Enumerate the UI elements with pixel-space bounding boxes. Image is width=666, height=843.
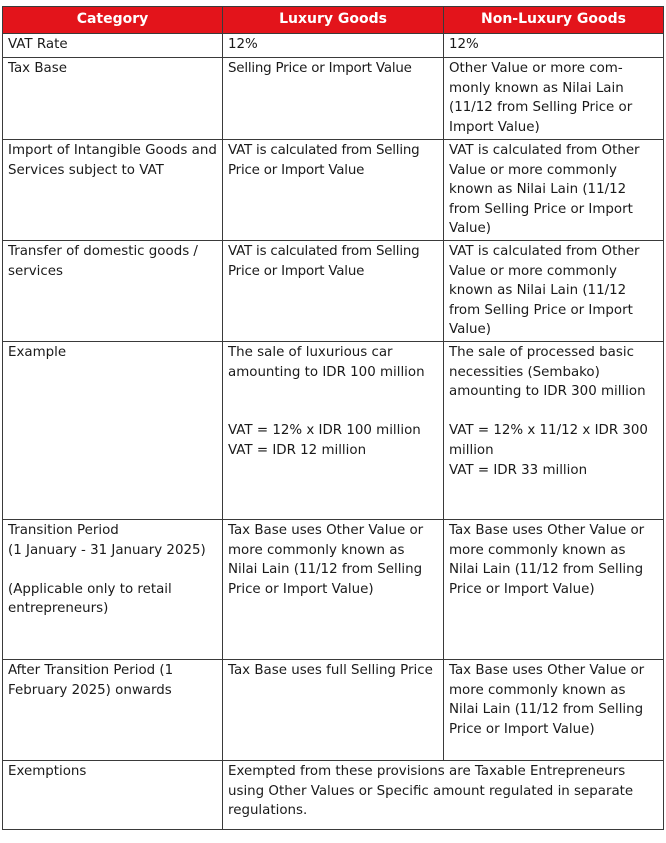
table-row — [3, 761, 664, 830]
non-luxury-example-calc-2: VAT = IDR 33 million — [449, 462, 588, 478]
cell-luxury-transfer-domestic: VAT is calculated from Selling Price or Import Value — [223, 241, 444, 342]
transition-label-dates: (1 January - 31 January 2025) — [8, 542, 206, 558]
header-row — [3, 7, 664, 34]
cell-luxury-import-intangible: VAT is calculated from Selling Price or Import Value — [223, 140, 444, 241]
table-row — [3, 520, 664, 660]
cell-luxury-tax-base: Selling Price or Import Value — [223, 58, 444, 140]
table-row — [3, 34, 664, 58]
cell-non-luxury-transfer-domestic: VAT is calculated from Other Value or more commonly known as Nilai Lain (11/12 from Selling Price or Import Value) — [444, 241, 664, 342]
row-label-after-transition: After Transition Period (1 February 2025) onwards — [3, 660, 223, 761]
cell-luxury-after-transition: Tax Base uses full Selling Price — [223, 660, 444, 761]
cell-exemptions: Exempted from these provisions are Taxable Entrepreneurs using Other Values or Specific amount regulated in separate regulations. — [223, 761, 664, 830]
cell-luxury-example — [223, 342, 444, 520]
cell-non-luxury-example — [444, 342, 664, 520]
header-luxury-goods: Luxury Goods — [223, 7, 444, 34]
table-row — [3, 660, 664, 761]
table-row — [3, 140, 664, 241]
row-label-exemptions: Exemptions — [3, 761, 223, 830]
cell-non-luxury-tax-base: Other Value or more commonly known as Nilai Lain (11/12 from Selling Price or Import Value) — [444, 58, 664, 140]
table-row — [3, 58, 664, 140]
row-label-transfer-domestic: Transfer of domestic goods / services — [3, 241, 223, 342]
luxury-example-calc-1: VAT = 12% x IDR 100 million — [228, 423, 421, 439]
row-label-import-intangible: Import of Intangible Goods and Services subject to VAT — [3, 140, 223, 241]
transition-label-title: Transition Period — [8, 523, 119, 538]
luxury-example-description: The sale of luxurious car amounting to IDR 100 million — [228, 345, 425, 380]
row-label-transition-period — [3, 520, 223, 660]
non-luxury-example-description: The sale of processed basic necessities (Sembako) amounting to IDR 300 million — [449, 345, 646, 400]
table-row — [3, 241, 664, 342]
cell-non-luxury-after-transition: Tax Base uses Other Value or more commonly known as Nilai Lain (11/12 from Selling Price or Import Value) — [444, 660, 664, 761]
row-label-vat-rate: VAT Rate — [3, 34, 223, 58]
cell-non-luxury-vat-rate: 12% — [444, 34, 664, 58]
row-label-tax-base: Tax Base — [3, 58, 223, 140]
luxury-example-calc-2: VAT = IDR 12 million — [228, 442, 367, 458]
vat-comparison-table — [2, 6, 664, 830]
cell-non-luxury-import-intangible: VAT is calculated from Other Value or more commonly known as Nilai Lain (11/12 from Selling Price or Import Value) — [444, 140, 664, 241]
cell-luxury-vat-rate: 12% — [223, 34, 444, 58]
cell-luxury-transition: Tax Base uses Other Value or more commonly known as Nilai Lain (11/12 from Selling Price or Import Value) — [223, 520, 444, 660]
header-category: Category — [3, 7, 223, 34]
transition-label-note: (Applicable only to retail entrepreneurs) — [8, 581, 172, 617]
non-luxury-example-calc-1: VAT = 12% x 11/12 x IDR 300 million — [449, 423, 648, 458]
header-non-luxury-goods: Non-Luxury Goods — [444, 7, 664, 34]
cell-non-luxury-transition: Tax Base uses Other Value or more commonly known as Nilai Lain (11/12 from Selling Price or Import Value) — [444, 520, 664, 660]
table-row — [3, 342, 664, 520]
row-label-example: Example — [3, 342, 223, 520]
